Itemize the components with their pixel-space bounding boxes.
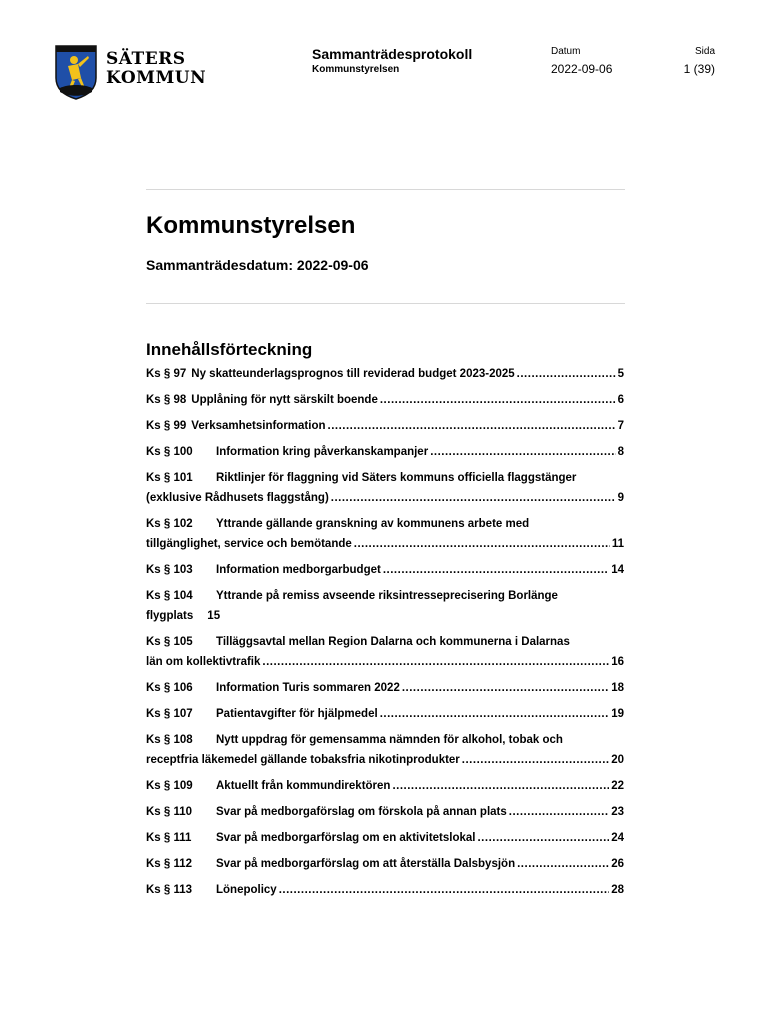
document-title: Kommunstyrelsen bbox=[146, 212, 356, 239]
toc-page: 22 bbox=[611, 780, 624, 792]
protocol-subtitle: Kommunstyrelsen bbox=[312, 64, 400, 75]
toc-entry[interactable] bbox=[146, 560, 624, 580]
toc-heading: Innehållsförteckning bbox=[146, 340, 313, 359]
toc-title: Svar på medborgaförslag om förskola på annan plats bbox=[216, 806, 507, 818]
toc-entry[interactable] bbox=[146, 828, 624, 848]
divider-bottom bbox=[146, 303, 625, 304]
toc-leader bbox=[354, 534, 610, 554]
toc-title: Lönepolicy bbox=[216, 884, 277, 896]
toc-entry[interactable] bbox=[146, 678, 624, 698]
toc-title: Patientavgifter för hjälpmedel bbox=[216, 708, 378, 720]
toc-page: 6 bbox=[617, 394, 624, 406]
meeting-date: Sammanträdesdatum: 2022-09-06 bbox=[146, 257, 369, 273]
date-label: Datum bbox=[551, 46, 581, 57]
toc-leader bbox=[477, 828, 609, 848]
toc-ref: Ks § 113 bbox=[146, 884, 193, 896]
toc-ref: Ks § 109 bbox=[146, 780, 193, 792]
toc-ref: Ks § 107 bbox=[146, 708, 193, 720]
toc-page: 18 bbox=[611, 682, 624, 694]
toc-page: 11 bbox=[611, 538, 624, 550]
toc-ref: Ks § 106 bbox=[146, 682, 193, 694]
toc-title-cont: flygplats bbox=[146, 610, 194, 622]
toc-title-cont: (exklusive Rådhusets flaggstång) bbox=[146, 492, 329, 504]
toc-page: 28 bbox=[611, 884, 624, 896]
toc-title: Information medborgarbudget bbox=[216, 564, 381, 576]
toc-title: Nytt uppdrag för gemensamma nämnden för alkohol, tobak och bbox=[216, 734, 563, 746]
toc-entry[interactable] bbox=[146, 704, 624, 724]
toc-ref: Ks § 111 bbox=[146, 832, 192, 844]
municipality-logo bbox=[54, 44, 207, 100]
toc-leader bbox=[328, 416, 616, 436]
page-label: Sida bbox=[694, 46, 715, 57]
logo-line-1: SÄTERS bbox=[106, 49, 186, 69]
toc-leader bbox=[462, 750, 609, 770]
toc-entry[interactable] bbox=[146, 632, 624, 672]
toc-ref: Ks § 100 bbox=[146, 446, 193, 458]
toc-page: 8 bbox=[617, 446, 624, 458]
toc-title: Verksamhetsinformation bbox=[191, 420, 326, 432]
toc-entry[interactable] bbox=[146, 802, 624, 822]
toc-page: 9 bbox=[617, 492, 624, 504]
logo-line-2: KOMMUN bbox=[106, 68, 207, 88]
toc-entry[interactable] bbox=[146, 442, 624, 462]
toc-title: Yttrande på remiss avseende riksintresseprecisering Borlänge bbox=[216, 590, 558, 602]
toc-ref: Ks § 98 bbox=[146, 394, 187, 406]
toc-ref: Ks § 101 bbox=[146, 472, 193, 484]
toc-leader bbox=[509, 802, 609, 822]
toc-title: Tilläggsavtal mellan Region Dalarna och kommunerna i Dalarnas bbox=[216, 636, 570, 648]
toc-entry[interactable] bbox=[146, 776, 624, 796]
toc-ref: Ks § 110 bbox=[146, 806, 193, 818]
toc-leader bbox=[402, 678, 609, 698]
toc-entry[interactable] bbox=[146, 730, 624, 770]
toc-entry[interactable] bbox=[146, 468, 624, 508]
toc-page: 7 bbox=[617, 420, 624, 432]
toc-ref: Ks § 97 bbox=[146, 368, 187, 380]
toc-page: 20 bbox=[611, 754, 624, 766]
divider-top bbox=[146, 189, 625, 190]
toc-title: Information kring påverkanskampanjer bbox=[216, 446, 429, 458]
toc-leader bbox=[430, 442, 615, 462]
toc-title-cont: län om kollektivtrafik bbox=[146, 656, 261, 668]
toc-page: 15 bbox=[207, 610, 221, 622]
toc-ref: Ks § 108 bbox=[146, 734, 193, 746]
toc-title: Upplåning för nytt särskilt boende bbox=[191, 394, 378, 406]
toc-page: 16 bbox=[611, 656, 624, 668]
toc-leader bbox=[262, 652, 609, 672]
toc-title: Svar på medborgarförslag om att återställa Dalsbysjön bbox=[216, 858, 516, 870]
page-value: 1 (39) bbox=[683, 62, 715, 76]
toc-leader bbox=[392, 776, 609, 796]
toc-title: Ny skatteunderlagsprognos till reviderad budget 2023-2025 bbox=[191, 368, 515, 380]
toc-leader bbox=[380, 704, 610, 724]
toc-entry[interactable] bbox=[146, 364, 624, 384]
toc-page: 19 bbox=[611, 708, 624, 720]
toc-title-cont: receptfria läkemedel gällande tobaksfria nikotinprodukter bbox=[146, 754, 460, 766]
toc-ref: Ks § 103 bbox=[146, 564, 193, 576]
toc-entry[interactable] bbox=[146, 390, 624, 410]
protocol-title: Sammanträdesprotokoll bbox=[312, 46, 473, 62]
toc-page: 24 bbox=[611, 832, 624, 844]
toc-title: Yttrande gällande granskning av kommunens arbete med bbox=[216, 518, 530, 530]
toc-leader bbox=[517, 364, 616, 384]
toc-ref: Ks § 102 bbox=[146, 518, 193, 530]
toc-leader bbox=[279, 880, 610, 900]
toc-leader bbox=[331, 488, 616, 508]
toc-page: 26 bbox=[611, 858, 624, 870]
toc-page: 14 bbox=[611, 564, 624, 576]
date-value: 2022-09-06 bbox=[551, 62, 613, 76]
toc-entry[interactable] bbox=[146, 854, 624, 874]
toc-title: Svar på medborgarförslag om en aktivitetslokal bbox=[216, 832, 476, 844]
toc-title: Information Turis sommaren 2022 bbox=[216, 682, 400, 694]
toc-leader bbox=[383, 560, 609, 580]
toc-entry[interactable] bbox=[146, 586, 624, 626]
toc-leader bbox=[380, 390, 616, 410]
toc-page: 23 bbox=[611, 806, 624, 818]
logo-wordmark bbox=[106, 50, 206, 88]
toc-ref: Ks § 104 bbox=[146, 590, 193, 602]
toc-entry[interactable] bbox=[146, 416, 624, 436]
toc-title: Aktuellt från kommundirektören bbox=[216, 780, 391, 792]
toc-page: 5 bbox=[617, 368, 624, 380]
toc-entry[interactable] bbox=[146, 880, 624, 900]
table-of-contents bbox=[146, 364, 624, 906]
toc-entry[interactable] bbox=[146, 514, 624, 554]
toc-ref: Ks § 99 bbox=[146, 420, 187, 432]
coat-of-arms-icon bbox=[54, 44, 98, 100]
toc-title-cont: tillgänglighet, service och bemötande bbox=[146, 538, 352, 550]
toc-ref: Ks § 105 bbox=[146, 636, 193, 648]
toc-leader bbox=[517, 854, 609, 874]
toc-title: Riktlinjer för flaggning vid Säters kommuns officiella flaggstänger bbox=[216, 472, 577, 484]
toc-ref: Ks § 112 bbox=[146, 858, 193, 870]
